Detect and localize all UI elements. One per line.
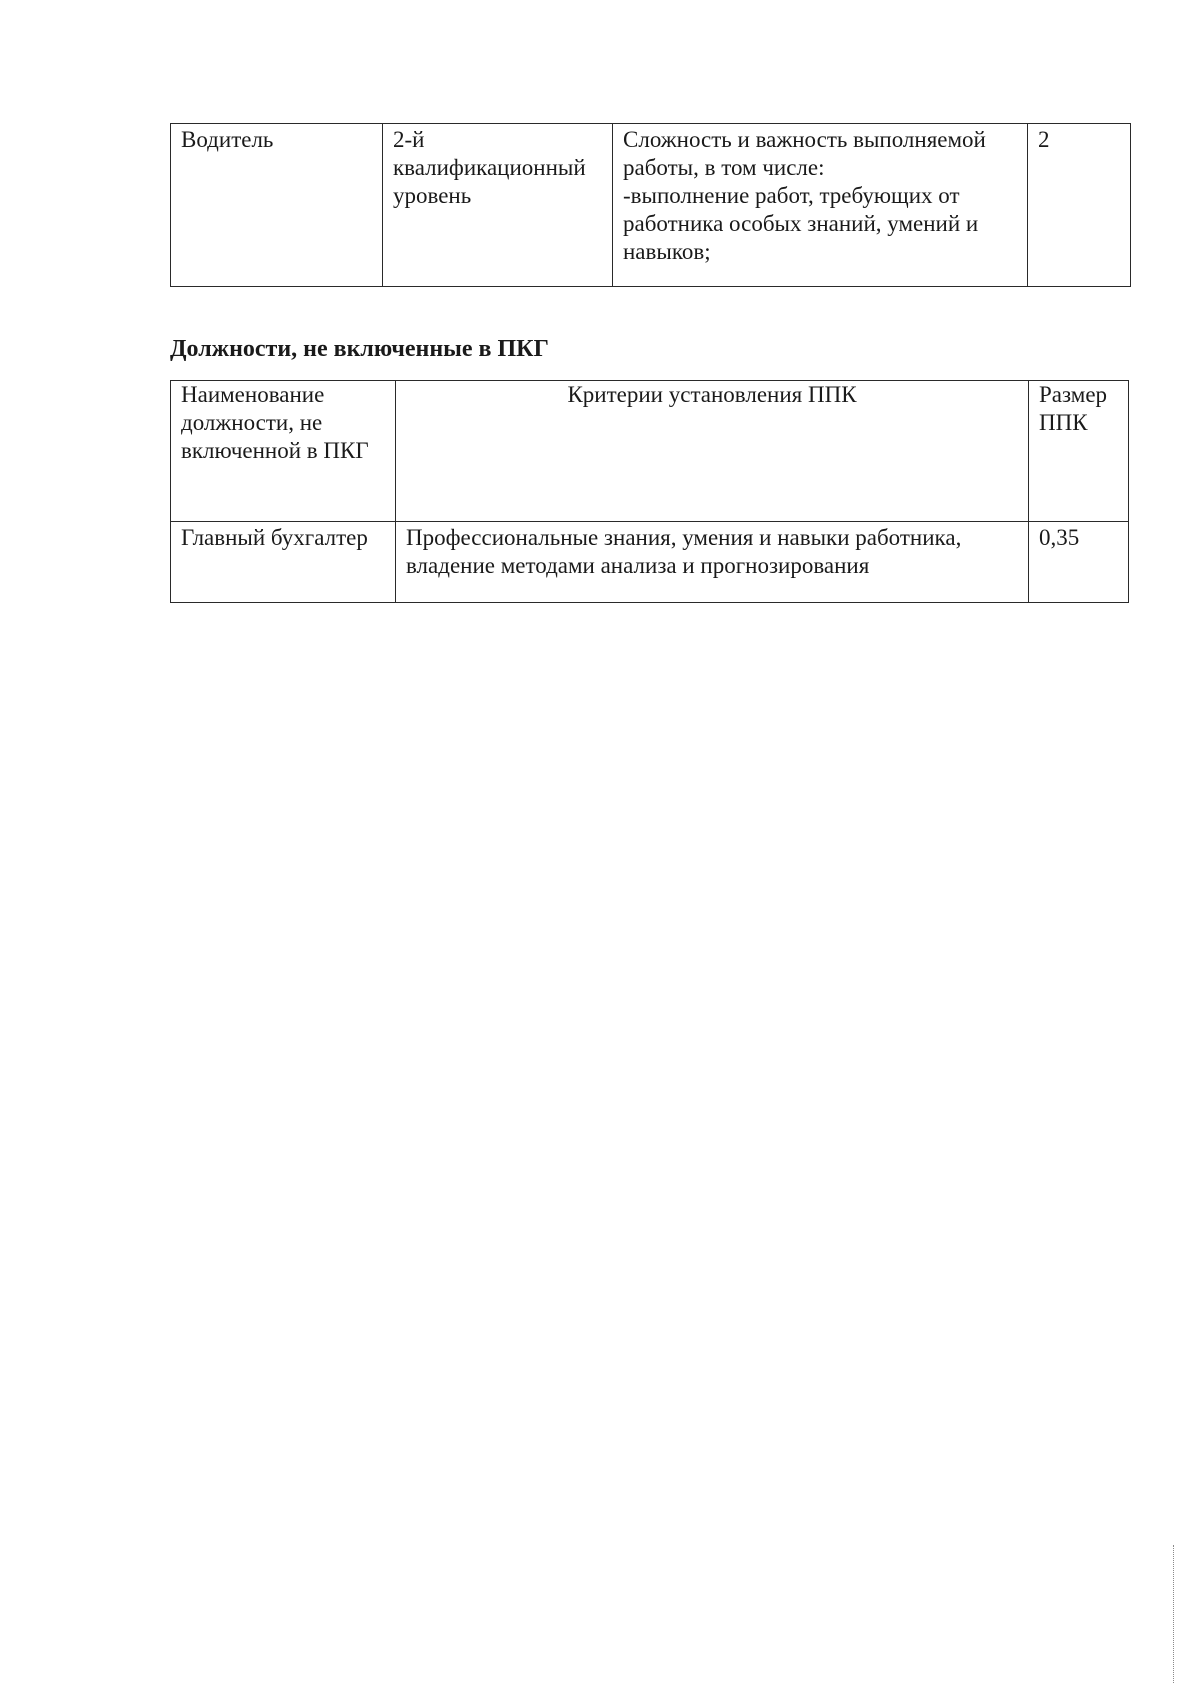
criteria-cell: Сложность и важность выполняемой работы, в том числе: -выполнение работ, требующих от работника особых знаний, умений и навыков; xyxy=(613,124,1028,287)
section-title: Должности, не включенные в ПКГ xyxy=(170,336,549,362)
value-cell: 2 xyxy=(1028,124,1131,287)
table-header-row xyxy=(171,381,1129,522)
header-size: Размер ППК xyxy=(1029,381,1129,522)
qualification-level-cell: 2-й квалификационный уровень xyxy=(383,124,613,287)
header-criteria: Критерии установления ППК xyxy=(396,381,1029,522)
table-row xyxy=(171,124,1131,287)
position-cell: Водитель xyxy=(171,124,383,287)
non-pkg-positions-table xyxy=(170,380,1129,603)
table-row xyxy=(171,522,1129,603)
value-cell: 0,35 xyxy=(1029,522,1129,603)
qualification-table xyxy=(170,123,1131,287)
scan-margin-mark xyxy=(1173,1545,1175,1683)
position-cell: Главный бухгалтер xyxy=(171,522,396,603)
header-position: Наименование должности, не включенной в ПКГ xyxy=(171,381,396,522)
criteria-cell: Профессиональные знания, умения и навыки работника, владение методами анализа и прогнозирования xyxy=(396,522,1029,603)
